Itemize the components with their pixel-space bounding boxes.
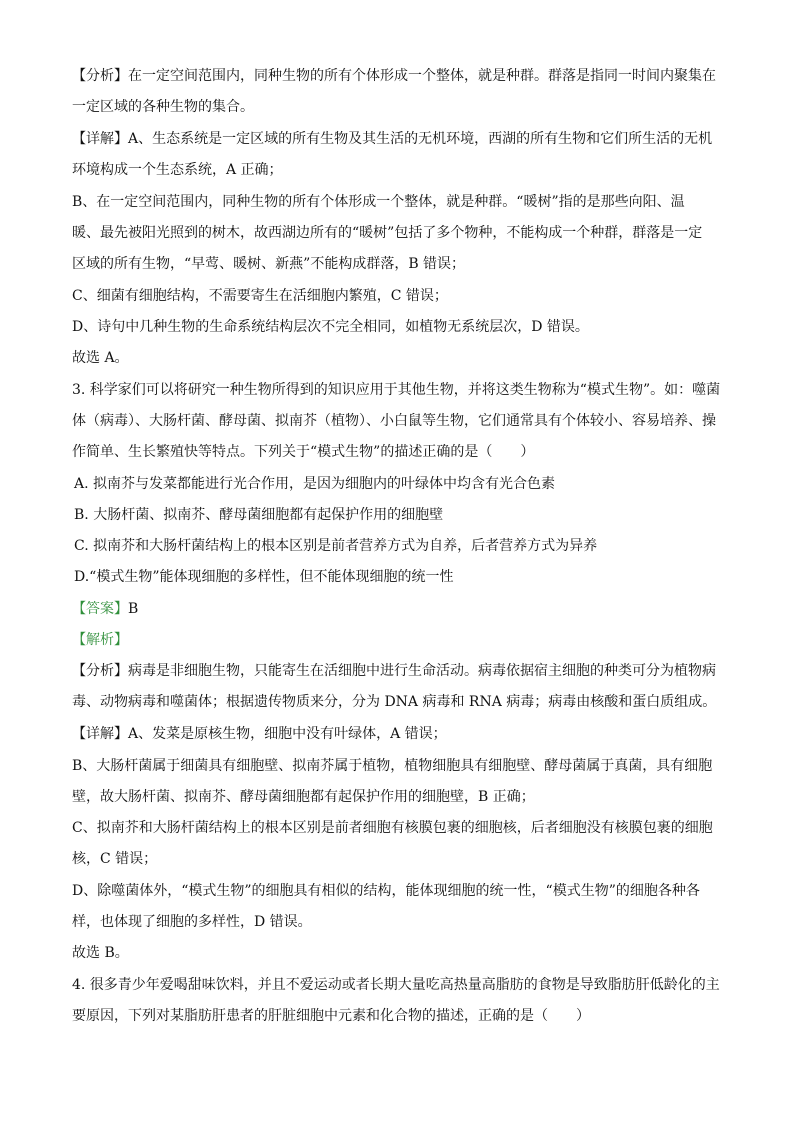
question-3-line-1: 3. 科学家们可以将研究一种生物所得到的知识应用于其他生物，并将这类生物称为“模式生物”。如：噬菌: [72, 382, 721, 398]
explanation-heading-tag: 【解析】: [72, 632, 128, 648]
analysis-line-2: 一定区域的各种生物的集合。: [72, 99, 254, 115]
explanation-heading: [72, 630, 128, 650]
answer-line-tag: 【答案】: [72, 601, 128, 617]
option-b: B. 大肠杆菌、拟南芥、酵母菌细胞都有起保护作用的细胞壁: [74, 507, 444, 523]
detail-line-3: B、在一定空间范围内，同种生物的所有个体形成一个整体，就是种群。“暖树”指的是那些向阳、温: [72, 194, 685, 210]
analysis-line-1: 【分析】在一定空间范围内，同种生物的所有个体形成一个整体，就是种群。群落是指同一时间内聚集在: [72, 68, 716, 84]
question-3-line-2: 体（病毒）、大肠杆菌、酵母菌、拟南芥（植物）、小白鼠等生物，它们通常具有个体较小、容易培养、操: [72, 413, 716, 429]
detail-2-line-6: D、除噬菌体外，“模式生物”的细胞具有相似的结构，能体现细胞的统一性，“模式生物”的细胞各种各: [72, 883, 700, 899]
detail-2-line-3: 壁，故大肠杆菌、拟南芥、酵母菌细胞都有起保护作用的细胞壁，B 正确；: [72, 789, 535, 805]
detail-2-line-7: 样，也体现了细胞的多样性，D 错误。: [72, 914, 312, 930]
analysis-2-line-1: 【分析】病毒是非细胞生物，只能寄生在活细胞中进行生命活动。病毒依据宿主细胞的种类可分为植物病: [72, 663, 716, 679]
detail-line-6: C、细菌有细胞结构，不需要寄生在活细胞内繁殖，C 错误；: [72, 288, 448, 304]
detail-2-line-4: C、拟南芥和大肠杆菌结构上的根本区别是前者细胞有核膜包裹的细胞核，后者细胞没有核膜包裹的细胞: [72, 820, 713, 836]
detail-line-4: 暖、最先被阳光照到的树木，故西湖边所有的“暖树”包括了多个物种，不能构成一个种群，群落是一定: [72, 225, 703, 241]
question-4-line-2: 要原因，下列对某脂肪肝患者的肝脏细胞中元素和化合物的描述，正确的是（ ）: [72, 1008, 590, 1024]
answer-line: 【答案】B: [72, 601, 139, 617]
option-a: A. 拟南芥与发菜都能进行光合作用，是因为细胞内的叶绿体中均含有光合色素: [74, 476, 556, 492]
detail-line-1: 【详解】A、生态系统是一定区域的所有生物及其生活的无机环境，西湖的所有生物和它们所生活的无机: [72, 131, 713, 147]
option-d: D.“模式生物”能体现细胞的多样性，但不能体现细胞的统一性: [74, 569, 454, 585]
analysis-2-line-2: 毒、动物病毒和噬菌体；根据遗传物质来分，分为 DNA 病毒和 RNA 病毒；病毒由核酸和蛋白质组成。: [72, 694, 717, 710]
choice-line: 故选 A。: [72, 350, 129, 366]
question-3-line-3: 作简单、生长繁殖快等特点。下列关于“模式生物”的描述正确的是（ ）: [72, 444, 535, 460]
option-c: C. 拟南芥和大肠杆菌结构上的根本区别是前者营养方式为自养，后者营养方式为异养: [74, 538, 598, 554]
detail-line-5: 区域的所有生物，“早莺、暖树、新燕”不能构成群落，B 错误；: [72, 256, 466, 272]
detail-2-line-2: B、大肠杆菌属于细菌具有细胞壁、拟南芥属于植物，植物细胞具有细胞壁、酵母菌属于真菌，具有细胞: [72, 758, 713, 774]
choice-line-2: 故选 B。: [72, 945, 129, 961]
question-4-line-1: 4. 很多青少年爱喝甜味饮料，并且不爱运动或者长期大量吃高热量高脂肪的食物是导致脂肪肝低龄化的主: [72, 977, 720, 993]
detail-2-line-1: 【详解】A、发菜是原核生物，细胞中没有叶绿体，A 错误；: [72, 726, 447, 742]
detail-2-line-5: 核，C 错误；: [72, 851, 158, 867]
detail-line-2: 环境构成一个生态系统，A 正确；: [72, 162, 283, 178]
detail-line-7: D、诗句中几种生物的生命系统结构层次不完全相同，如植物无系统层次，D 错误。: [72, 319, 589, 335]
